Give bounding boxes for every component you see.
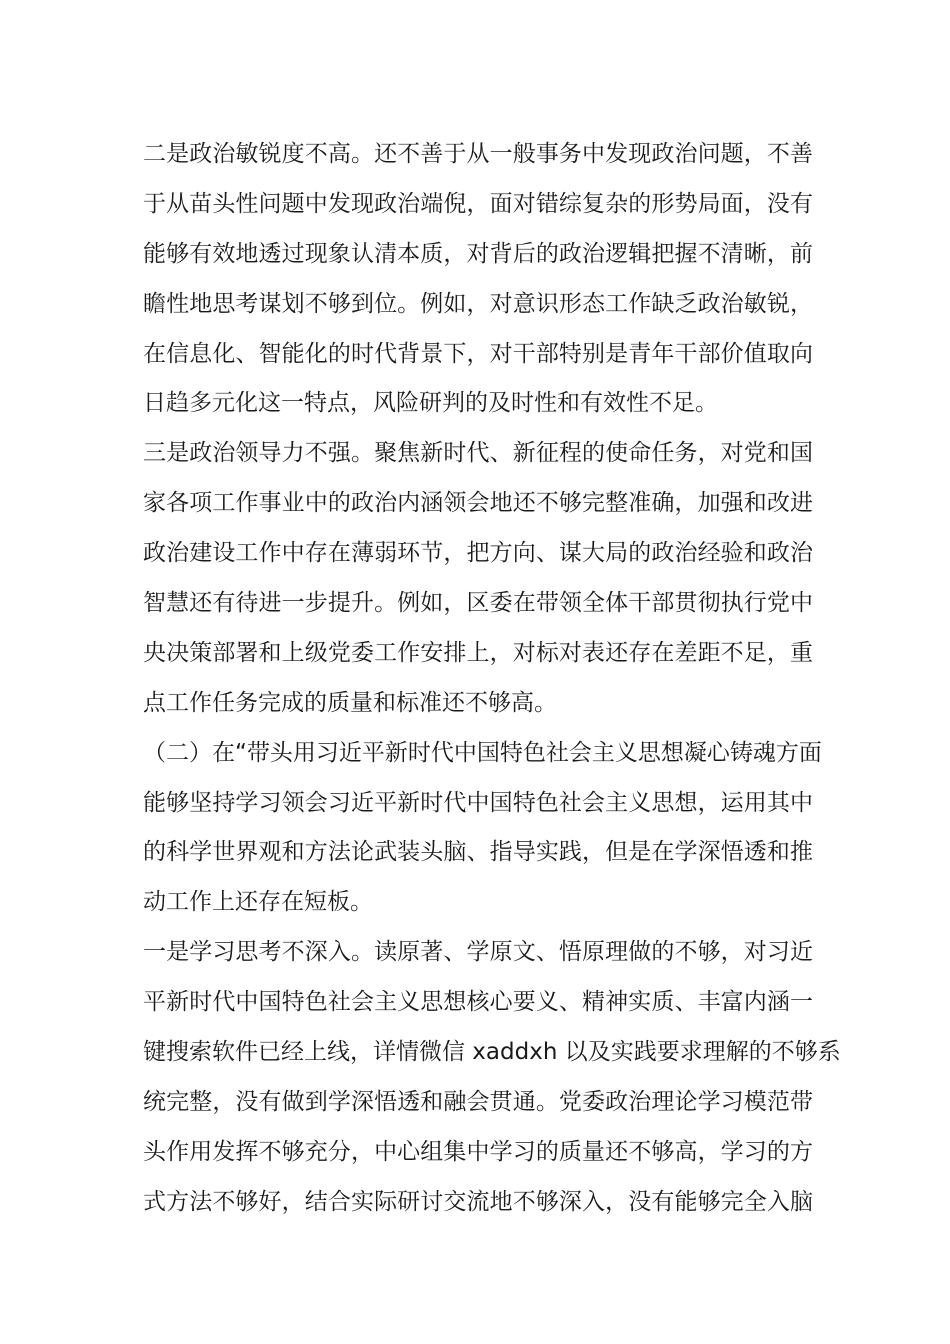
text-line: 瞻性地思考谋划不够到位。例如，对意识形态工作缺乏政治敏锐， <box>143 290 813 317</box>
text-line: 键搜索软件已经上线，详情微信 xaddxh 以及实践要求理解的不够系 <box>143 1039 841 1066</box>
text-line: 家各项工作事业中的政治内涵领会地还不够完整准确，加强和改进 <box>143 490 813 517</box>
text-line: 统完整，没有做到学深悟透和融会贯通。党委政治理论学习模范带 <box>143 1088 813 1115</box>
text-line: 央决策部署和上级党委工作安排上，对标对表还存在差距不足，重 <box>143 639 813 666</box>
text-line: 点工作任务完成的质量和标准还不够高。 <box>143 689 557 716</box>
text-line: 能够坚持学习领会习近平新时代中国特色社会主义思想，运用其中 <box>143 789 813 816</box>
text-line: 日趋多元化这一特点，风险研判的及时性和有效性不足。 <box>143 390 718 417</box>
text-line: 的科学世界观和方法论武装头脑、指导实践，但是在学深悟透和推 <box>143 839 813 866</box>
text-line: 能够有效地透过现象认清本质，对背后的政治逻辑把握不清晰，前 <box>143 240 813 267</box>
text-line: 式方法不够好，结合实际研讨交流地不够深入，没有能够完全入脑 <box>143 1188 813 1215</box>
text-line: （二）在“带头用习近平新时代中国特色社会主义思想凝心铸魂方面 <box>143 739 822 766</box>
text-line: 三是政治领导力不强。聚焦新时代、新征程的使命任务，对党和国 <box>143 440 813 467</box>
text-line: 平新时代中国特色社会主义思想核心要义、精神实质、丰富内涵一 <box>143 989 813 1016</box>
text-line: 一是学习思考不深入。读原著、学原文、悟原理做的不够，对习近 <box>143 939 813 966</box>
text-line: 动工作上还存在短板。 <box>143 889 373 916</box>
text-line: 于从苗头性问题中发现政治端倪，面对错综复杂的形势局面，没有 <box>143 190 813 217</box>
text-line: 智慧还有待进一步提升。例如，区委在带领全体干部贯彻执行党中 <box>143 590 813 617</box>
text-line: 二是政治敏锐度不高。还不善于从一般事务中发现政治问题，不善 <box>143 141 813 167</box>
text-line: 在信息化、智能化的时代背景下，对干部特别是青年干部价值取向 <box>143 340 813 367</box>
text-line: 头作用发挥不够充分，中心组集中学习的质量还不够高，学习的方 <box>143 1138 813 1165</box>
body-text <box>143 130 841 1228</box>
text-line: 政治建设工作中存在薄弱环节，把方向、谋大局的政治经验和政治 <box>143 540 813 567</box>
